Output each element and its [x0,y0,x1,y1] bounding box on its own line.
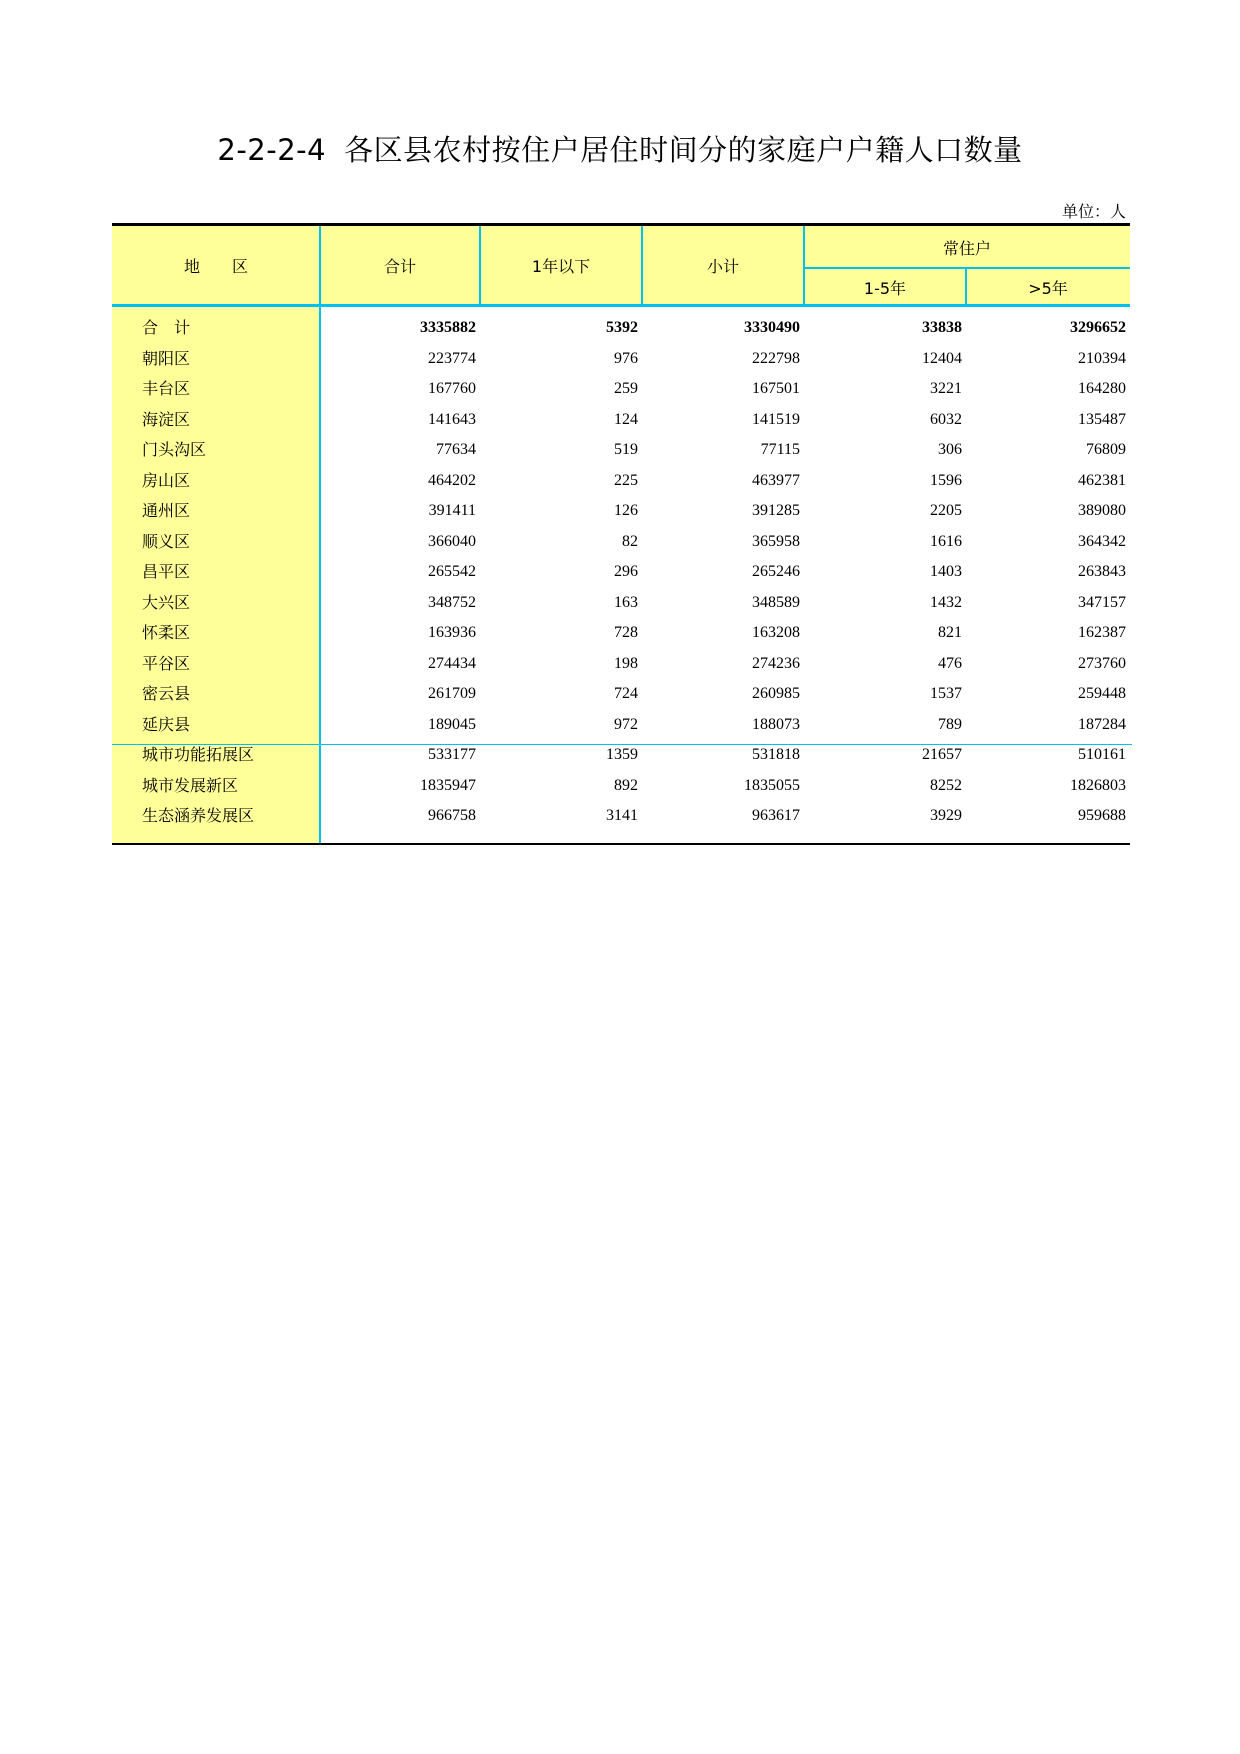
unit-label: 单位：人 [1061,202,1126,221]
table-row: 顺义区 366040 82 365958 1616 364342 [142,531,1126,551]
table-number: 2-2-2-4 [217,133,327,167]
header-region: 地 区 [183,256,248,276]
header-over-5yr: >5年 [1028,279,1068,298]
header-total: 合计 [383,256,416,276]
table-row: 平谷区 274434 198 274236 476 273760 [142,653,1126,673]
table-row-group: 城市功能拓展区 533177 1359 531818 21657 510161 [142,745,1126,764]
table-bottom-rule [112,843,1130,845]
table-row: 朝阳区 223774 976 222798 12404 210394 [142,348,1126,368]
table-row: 延庆县 189045 972 188073 789 187284 [142,714,1126,734]
header-resident-group: 常住户 [942,238,991,258]
table-row-group: 城市发展新区 1835947 892 1835055 8252 1826803 [142,775,1126,795]
header-divider [479,226,481,307]
table-row: 密云县 261709 724 260985 1537 259448 [142,684,1126,703]
table-header [112,223,1130,307]
table-row: 海淀区 141643 124 141519 6032 135487 [142,409,1126,429]
table-title-text: 各区县农村按住户居住时间分的家庭户户籍人口数量 [344,133,1023,167]
table-row: 大兴区 348752 163 348589 1432 347157 [142,592,1126,612]
table-row: 怀柔区 163936 728 163208 821 162387 [142,623,1126,642]
page-title [0,128,1240,169]
header-divider [641,226,643,307]
header-subdivider [804,267,1130,269]
header-divider [965,268,967,307]
table-row: 房山区 464202 225 463977 1596 462381 [142,470,1126,490]
header-divider [319,226,321,307]
table-body [112,307,1130,845]
header-under-1yr: 1年以下 [531,256,591,276]
table-row: 丰台区 167760 259 167501 3221 164280 [142,379,1126,398]
table-row: 通州区 391411 126 391285 2205 389080 [142,501,1126,520]
data-table [112,223,1130,845]
table-row: 昌平区 265542 296 265246 1403 263843 [142,562,1126,581]
header-subtotal: 小计 [706,256,739,276]
table-row: 门头沟区 77634 519 77115 306 76809 [142,440,1126,459]
header-1-5yr: 1-5年 [863,279,907,298]
table-row-group: 生态涵养发展区 966758 3141 963617 3929 959688 [142,806,1126,825]
table-row-total: 合 计 3335882 5392 3330490 33838 3296652 [142,318,1126,337]
